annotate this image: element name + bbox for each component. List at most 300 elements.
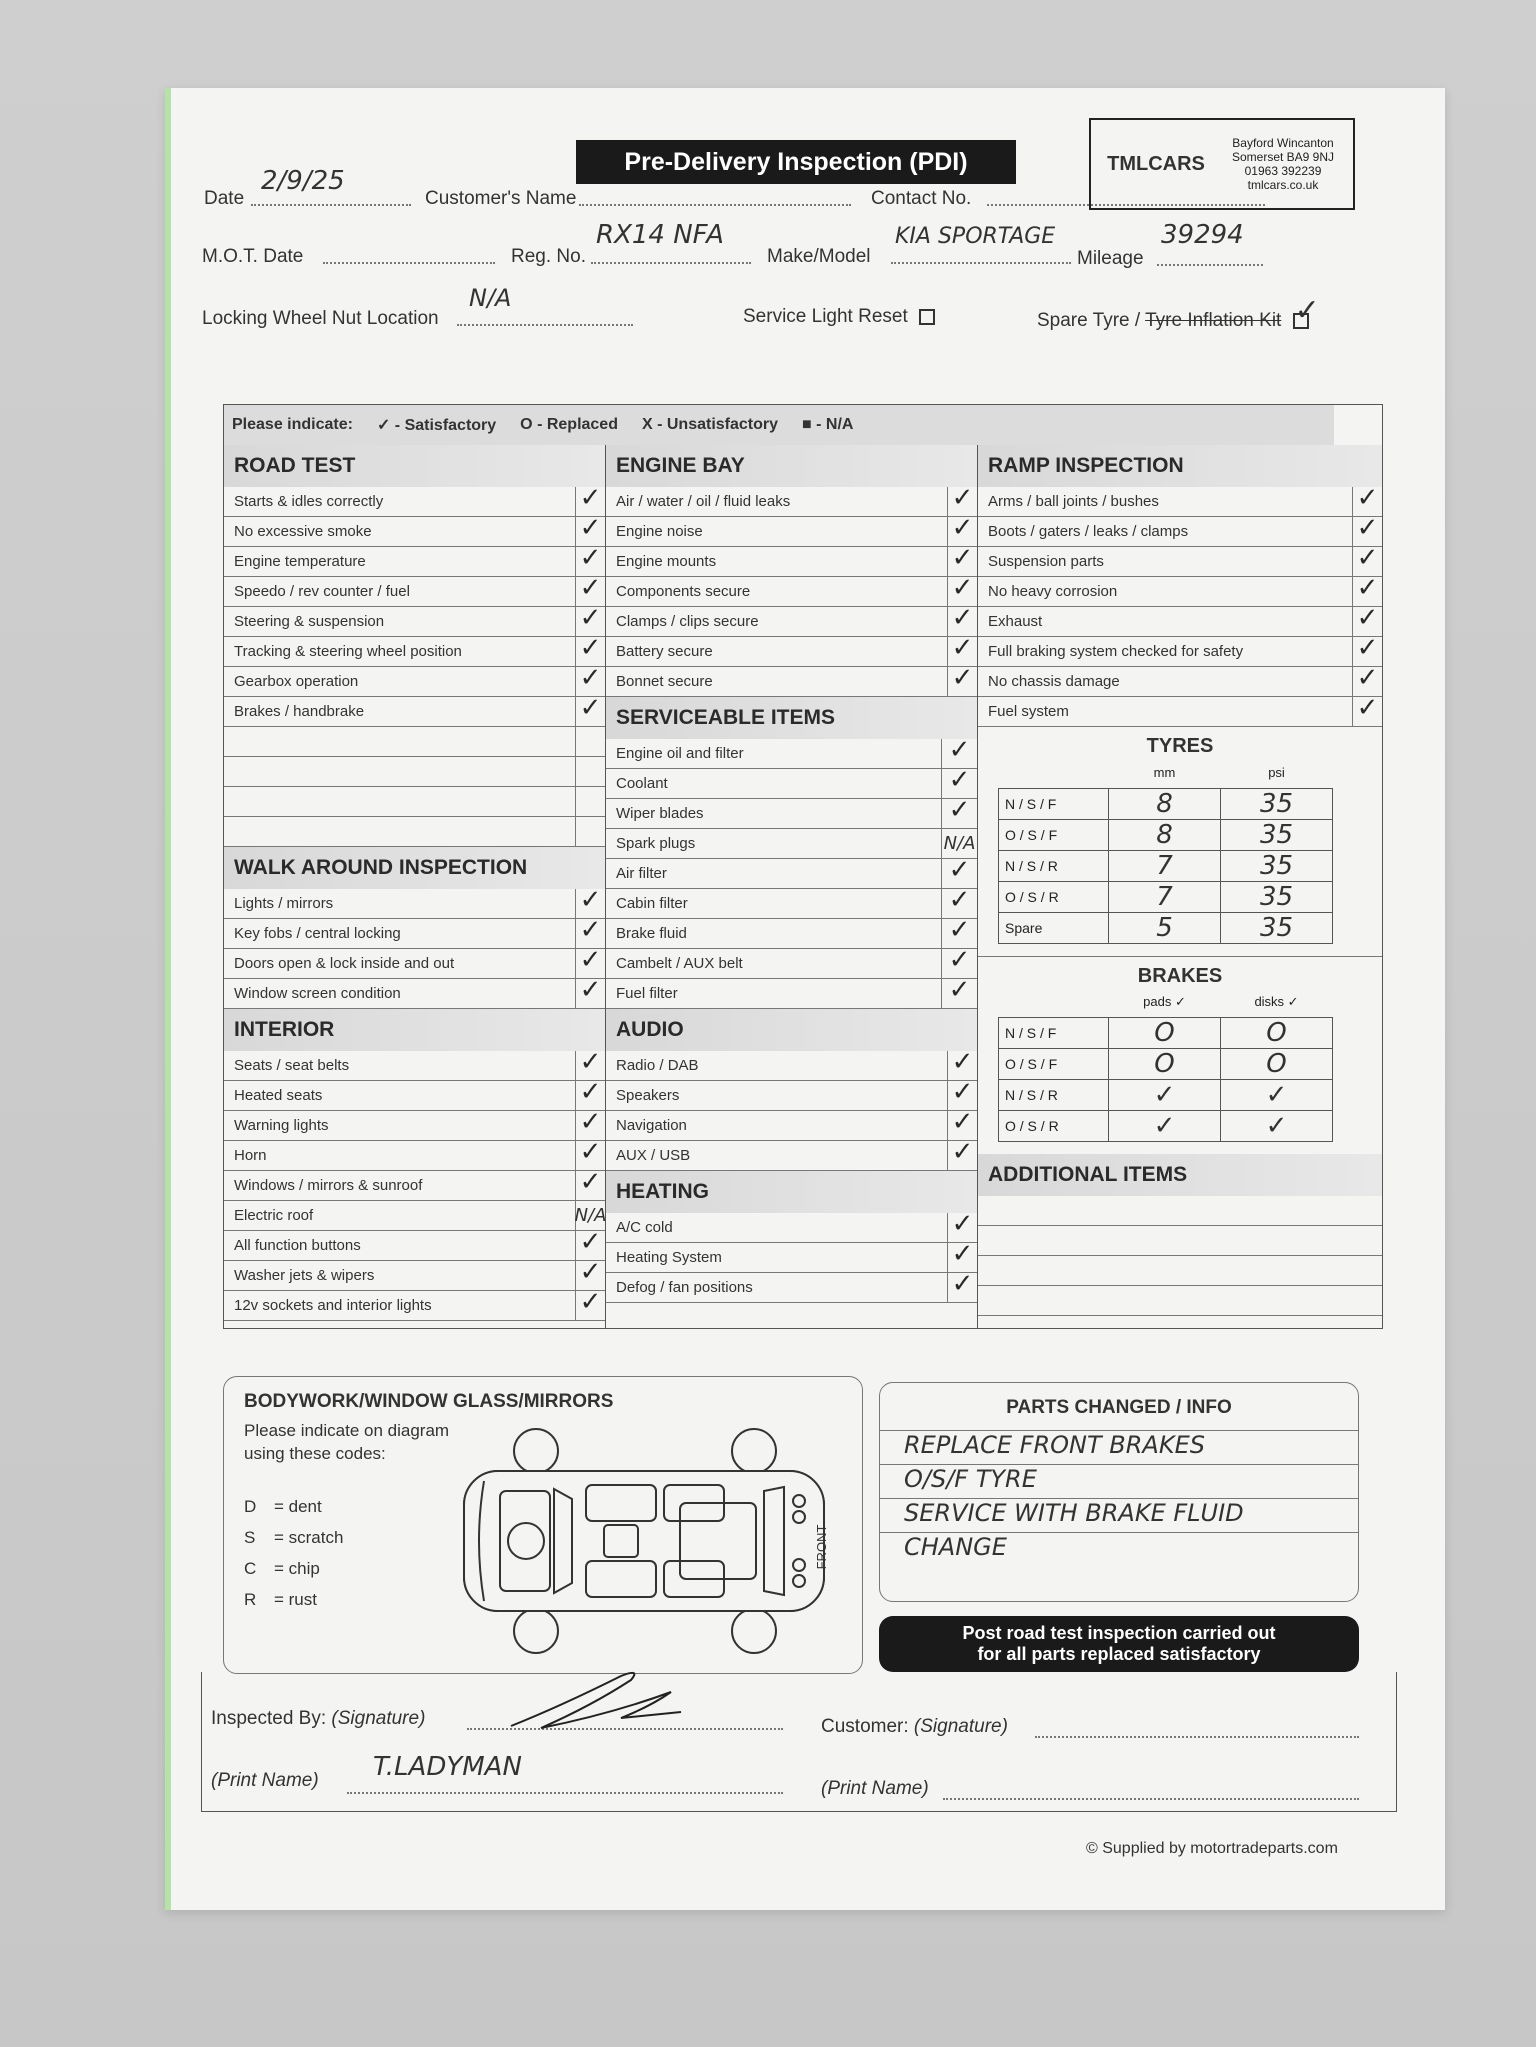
code-rust [244, 1590, 343, 1621]
checklist-mark: ✓ [579, 602, 602, 633]
tyres-mm-header: mm [1153, 765, 1176, 781]
bodywork-heading: BODYWORK/WINDOW GLASS/MIRRORS [244, 1391, 614, 1412]
tyres-heading: TYRES [1146, 735, 1214, 757]
checklist-mark: ✓ [579, 482, 602, 513]
checklist-item-label: Heated seats [234, 1087, 323, 1104]
checklist-item-label: Spark plugs [616, 835, 696, 852]
audio-list [606, 1046, 977, 1171]
checklist-item-label: AUX / USB [616, 1147, 691, 1164]
checklist-row [606, 829, 977, 859]
brakes-pads-header: pads ✓ [1143, 994, 1186, 1010]
checklist-mark: ✓ [951, 482, 974, 513]
checklist-mark: ✓ [951, 542, 974, 573]
checklist-row [606, 602, 977, 637]
inspected-by-text: Inspected By: [211, 1708, 327, 1729]
checklist-mark: ✓ [951, 1208, 974, 1239]
logo-text: TMLCARS [1107, 152, 1205, 175]
checklist-item-label: Starts & idles correctly [234, 493, 384, 510]
checklist-item-label: Seats / seat belts [234, 1057, 350, 1074]
position-label: Spare [999, 912, 1109, 943]
checklist-mark: ✓ [1356, 632, 1379, 663]
mileage-value: 39294 [1161, 220, 1244, 250]
checklist-item-label: Components secure [616, 583, 751, 600]
code-key: C [244, 1559, 257, 1578]
make-model-label: Make/Model [767, 246, 871, 267]
checklist-row [606, 734, 977, 769]
print-name-label: (Print Name) [211, 1770, 319, 1791]
measure-value-mm[interactable]: 8 [1109, 819, 1221, 850]
inspection-grid [223, 404, 1383, 1329]
parts-line[interactable]: SERVICE WITH BRAKE FLUID [880, 1499, 1358, 1533]
checklist-mark: ✓ [951, 1268, 974, 1299]
checklist-row [224, 692, 605, 727]
spare-tyre-checkbox[interactable] [1293, 292, 1320, 329]
post-road-test-banner [879, 1616, 1359, 1672]
checklist-mark: ✓ [579, 884, 602, 915]
column-left [224, 445, 606, 1328]
code-scratch [244, 1528, 343, 1559]
checklist-row [606, 1076, 977, 1111]
checklist-mark: ✓ [951, 1136, 974, 1167]
ramp-heading: RAMP INSPECTION [978, 445, 1382, 487]
checklist-mark: ✓ [579, 542, 602, 573]
customer-signature-label [821, 1716, 1008, 1738]
checklist-mark: ✓ [579, 974, 602, 1005]
customer-name-field[interactable] [579, 186, 851, 206]
measure-value-pads[interactable]: O [1109, 1018, 1221, 1049]
inspector-print-label [211, 1770, 319, 1792]
checklist-row [606, 914, 977, 949]
road-test-list [224, 482, 605, 847]
service-light-text: Service Light Reset [743, 306, 908, 327]
checklist-row [978, 602, 1382, 637]
checklist-item-label: Wiper blades [616, 805, 704, 822]
measure-row [999, 819, 1333, 850]
checklist-mark: ✓ [948, 764, 971, 795]
checklist-row [606, 854, 977, 889]
checklist-mark: ✓ [951, 1046, 974, 1077]
checklist-row [224, 884, 605, 919]
checklist-mark: ✓ [579, 692, 602, 723]
checklist-row [978, 482, 1382, 517]
heating-heading: HEATING [606, 1171, 977, 1213]
checklist-mark: ✓ [948, 734, 971, 765]
checklist-item-label: Engine oil and filter [616, 745, 744, 762]
heating-list [606, 1208, 977, 1303]
checklist-row [224, 974, 605, 1009]
checklist-row [224, 1136, 605, 1171]
inspector-signature [501, 1666, 701, 1736]
checklist-row [224, 1226, 605, 1261]
parts-line[interactable]: O/S/F TYRE [880, 1465, 1358, 1499]
checklist-mark-box[interactable] [947, 1268, 977, 1302]
address-line: Bayford Wincanton [1232, 136, 1334, 150]
additional-item-row[interactable] [978, 1256, 1382, 1286]
checklist-row [224, 1076, 605, 1111]
spare-tyre-text: Spare Tyre / [1037, 310, 1141, 331]
measure-value-psi[interactable]: 35 [1221, 788, 1333, 819]
service-light-label [743, 306, 935, 328]
legend-na: ■ - N/A [802, 416, 854, 433]
checklist-row [224, 1286, 605, 1321]
checklist-item-label: No excessive smoke [234, 523, 372, 540]
customer-print-field[interactable] [943, 1780, 1359, 1800]
checklist-item-label: Warning lights [234, 1117, 329, 1134]
checklist-item-label: Washer jets & wipers [234, 1267, 375, 1284]
legend-replaced: O - Replaced [520, 416, 618, 433]
checklist-item-label: 12v sockets and interior lights [234, 1297, 432, 1314]
column-middle [606, 445, 978, 1328]
interior-list [224, 1046, 607, 1321]
checklist-mark-box[interactable] [575, 974, 605, 1008]
measure-value-psi[interactable]: 35 [1221, 881, 1333, 912]
parts-line[interactable]: REPLACE FRONT BRAKES [880, 1431, 1358, 1465]
front-label: FRONT [814, 1524, 829, 1570]
checklist-row [606, 884, 977, 919]
checklist-row [606, 1106, 977, 1141]
checklist-item-label: Lights / mirrors [234, 895, 334, 912]
dealer-address [1221, 136, 1345, 192]
code-dent [244, 1497, 343, 1528]
checklist-item-label: Electric roof [234, 1207, 314, 1224]
code-value: = chip [274, 1559, 320, 1578]
position-label: N / S / R [999, 1080, 1109, 1111]
measure-value-mm[interactable]: 7 [1109, 881, 1221, 912]
date-label: Date [204, 188, 245, 209]
checklist-mark: ✓ [951, 572, 974, 603]
checklist-item-label: Coolant [616, 775, 668, 792]
code-value: = rust [274, 1590, 317, 1609]
measure-value-disks[interactable]: ✓ [1221, 1080, 1333, 1111]
checklist-mark-box[interactable] [575, 1166, 605, 1200]
road-test-heading: ROAD TEST [224, 445, 605, 487]
print-name-label: (Print Name) [821, 1778, 929, 1799]
checklist-row [224, 757, 605, 787]
checklist-row [224, 602, 605, 637]
checklist-row [224, 817, 605, 847]
additional-item-row[interactable] [978, 1286, 1382, 1316]
additional-item-row[interactable] [978, 1226, 1382, 1256]
measure-row [999, 912, 1333, 943]
checklist-mark-box[interactable] [1352, 692, 1382, 726]
mileage-label: Mileage [1077, 248, 1144, 269]
checklist-row [606, 542, 977, 577]
checklist-item-label: Brakes / handbrake [234, 703, 365, 720]
checklist-mark: ✓ [579, 1226, 602, 1257]
bodywork-instruction-1: Please indicate on diagram [244, 1421, 450, 1440]
measure-row [999, 1080, 1333, 1111]
checklist-mark: ✓ [1356, 482, 1379, 513]
checklist-row [606, 662, 977, 697]
checklist-item-label: Key fobs / central locking [234, 925, 401, 942]
damage-codes [244, 1497, 343, 1621]
contact-field[interactable] [987, 186, 1265, 206]
checklist-item-label: Fuel system [988, 703, 1069, 720]
checklist-item-label: All function buttons [234, 1237, 361, 1254]
interior-heading: INTERIOR [224, 1009, 605, 1051]
engine-bay-heading: ENGINE BAY [606, 445, 977, 487]
tyres-table [998, 758, 1333, 944]
checklist-item-label: Speakers [616, 1087, 680, 1104]
bodywork-instruction-2: using these codes: [244, 1444, 386, 1463]
checklist-row [606, 512, 977, 547]
checklist-row [224, 662, 605, 697]
checklist-row [606, 1136, 977, 1171]
checklist-mark: ✓ [579, 632, 602, 663]
reg-no-label: Reg. No. [511, 246, 586, 267]
legend-unsatisfactory: X - Unsatisfactory [641, 416, 779, 433]
checklist-item-label: Speedo / rev counter / fuel [234, 583, 410, 600]
contact-label: Contact No. [871, 188, 972, 209]
position-label: O / S / R [999, 1111, 1109, 1142]
checklist-row [978, 662, 1382, 697]
checklist-row [224, 1046, 605, 1081]
code-value: = scratch [274, 1528, 344, 1547]
checklist-row [224, 787, 605, 817]
checklist-mark: ✓ [951, 1106, 974, 1137]
code-key: S [244, 1528, 256, 1547]
checklist-mark: ✓ [948, 974, 971, 1005]
checklist-item-label: Bonnet secure [616, 673, 713, 690]
checklist-mark: ✓ [579, 1136, 602, 1167]
checklist-row [606, 1046, 977, 1081]
checklist-mark-box[interactable] [575, 692, 605, 726]
address-line: 01963 392239 [1244, 164, 1322, 178]
checklist-mark: ✓ [579, 662, 602, 693]
checklist-item-label: Engine temperature [234, 553, 366, 570]
checklist-row [224, 632, 605, 667]
checklist-row [224, 1106, 605, 1141]
measure-value-pads[interactable]: ✓ [1109, 1080, 1221, 1111]
post-road-test-line-2: for all parts replaced satisfactory [977, 1644, 1261, 1664]
date-value: 2/9/25 [261, 166, 345, 196]
checklist-mark: ✓ [948, 854, 971, 885]
checklist-mark: ✓ [579, 1076, 602, 1107]
checklist-mark: ✓ [579, 944, 602, 975]
additional-items-heading: ADDITIONAL ITEMS [978, 1154, 1382, 1196]
checklist-item-label: Full braking system checked for safety [988, 643, 1244, 660]
checklist-mark: ✓ [1356, 662, 1379, 693]
checklist-mark-box[interactable] [575, 727, 605, 756]
checklist-mark-box[interactable] [575, 817, 605, 846]
checklist-item-label: No chassis damage [988, 673, 1120, 690]
checklist-item-label: Air / water / oil / fluid leaks [616, 493, 791, 510]
code-key: R [244, 1590, 257, 1609]
measure-value-disks[interactable]: ✓ [1221, 1111, 1333, 1142]
checklist-item-label: Defog / fan positions [616, 1279, 753, 1296]
checklist-item-label: Exhaust [988, 613, 1043, 630]
checklist-row [606, 764, 977, 799]
position-label: O / S / F [999, 819, 1109, 850]
checklist-row [224, 1201, 605, 1231]
checklist-item-label: Tracking & steering wheel position [234, 643, 462, 660]
checklist-item-label: Cambelt / AUX belt [616, 955, 743, 972]
checklist-row [224, 482, 605, 517]
signature-label: (Signature) [913, 1716, 1008, 1737]
inspected-by-label [211, 1708, 425, 1730]
checklist-mark: ✓ [948, 914, 971, 945]
checklist-row [606, 572, 977, 607]
checklist-mark: ✓ [951, 1238, 974, 1269]
checklist-item-label: Horn [234, 1147, 267, 1164]
checklist-row [978, 632, 1382, 667]
signature-label: (Signature) [331, 1708, 426, 1729]
measure-value-disks[interactable]: O [1221, 1049, 1333, 1080]
customer-signature-field[interactable] [1035, 1718, 1359, 1738]
parts-line[interactable]: CHANGE [904, 1533, 1007, 1561]
position-label: N / S / R [999, 850, 1109, 881]
checklist-mark: ✓ [951, 512, 974, 543]
measure-value-psi[interactable]: 35 [1221, 912, 1333, 943]
checklist-mark: ✓ [1356, 512, 1379, 543]
checklist-item-label: Battery secure [616, 643, 713, 660]
checklist-row [224, 914, 605, 949]
measure-value-mm[interactable]: 5 [1109, 912, 1221, 943]
checklist-item-label: Boots / gaters / leaks / clamps [988, 523, 1189, 540]
checklist-item-label: Air filter [616, 865, 667, 882]
legend-satisfactory: ✓ - Satisfactory [376, 417, 497, 434]
ramp-list [978, 482, 1382, 727]
checklist-item-label: Brake fluid [616, 925, 687, 942]
service-light-checkbox[interactable] [919, 309, 935, 325]
measure-value-pads[interactable]: ✓ [1109, 1111, 1221, 1142]
measure-row [999, 881, 1333, 912]
spare-tyre-label [1037, 292, 1320, 332]
checklist-row [224, 944, 605, 979]
checklist-mark-box[interactable] [941, 794, 977, 828]
wheel-nut-label: Locking Wheel Nut Location [202, 308, 439, 329]
checklist-row [978, 542, 1382, 577]
post-road-test-line-1: Post road test inspection carried out [962, 1623, 1276, 1643]
code-key: D [244, 1497, 257, 1516]
checklist-item-label: Fuel filter [616, 985, 678, 1002]
brakes-heading: BRAKES [978, 956, 1382, 988]
checklist-row [606, 482, 977, 517]
checklist-item-label: Engine mounts [616, 553, 717, 570]
checklist-item-label: Clamps / clips secure [616, 613, 759, 630]
checklist-row [606, 1238, 977, 1273]
measure-value-psi[interactable]: 35 [1221, 819, 1333, 850]
walk-around-heading: WALK AROUND INSPECTION [224, 847, 605, 889]
mot-date-label: M.O.T. Date [202, 246, 304, 267]
bodywork-panel [223, 1376, 863, 1674]
measure-row [999, 1049, 1333, 1080]
measure-value-mm[interactable]: 7 [1109, 850, 1221, 881]
checklist-mark: ✓ [579, 572, 602, 603]
checklist-row [978, 692, 1382, 727]
checklist-mark-box[interactable] [575, 787, 605, 816]
measure-row [999, 788, 1333, 819]
checklist-item-label: Gearbox operation [234, 673, 359, 690]
measure-row [999, 1111, 1333, 1142]
parts-changed-heading: PARTS CHANGED / INFO [880, 1383, 1358, 1431]
checklist-row [606, 1208, 977, 1243]
code-chip [244, 1559, 343, 1590]
legend-bar [224, 405, 1334, 445]
checklist-mark: ✓ [579, 1256, 602, 1287]
checklist-mark: ✓ [951, 632, 974, 663]
checklist-mark-box[interactable] [575, 1286, 605, 1320]
checklist-mark: ✓ [1356, 692, 1379, 723]
checklist-item-label: Window screen condition [234, 985, 401, 1002]
legend-prefix: Please indicate: [232, 416, 353, 433]
checklist-row [224, 542, 605, 577]
checklist-row [978, 512, 1382, 547]
checklist-item-label: Doors open & lock inside and out [234, 955, 455, 972]
measure-value-pads[interactable]: O [1109, 1049, 1221, 1080]
checklist-item-label: No heavy corrosion [988, 583, 1118, 600]
spare-tyre-tick: ✓ [1294, 292, 1320, 328]
measure-row [999, 1018, 1333, 1049]
car-diagram[interactable] [454, 1421, 834, 1661]
position-label: O / S / F [999, 1049, 1109, 1080]
customer-print-label [821, 1778, 929, 1800]
code-value: = dent [274, 1497, 322, 1516]
mot-date-field[interactable] [323, 244, 495, 264]
checklist-item-label: Engine noise [616, 523, 703, 540]
checklist-mark: ✓ [579, 1106, 602, 1137]
checklist-row [224, 1256, 605, 1291]
make-model-value: KIA SPORTAGE [895, 224, 1056, 249]
checklist-mark: ✓ [948, 944, 971, 975]
address-line: Somerset BA9 9NJ [1231, 150, 1335, 164]
checklist-row [606, 794, 977, 829]
checklist-item-label: Cabin filter [616, 895, 688, 912]
pdi-sheet [165, 88, 1445, 1910]
checklist-row [606, 944, 977, 979]
engine-bay-list [606, 482, 977, 697]
checklist-row [224, 572, 605, 607]
position-label: N / S / F [999, 788, 1109, 819]
checklist-mark: ✓ [579, 914, 602, 945]
checklist-mark: ✓ [948, 794, 971, 825]
checklist-mark: ✓ [579, 1166, 602, 1197]
checklist-mark: ✓ [951, 1076, 974, 1107]
checklist-mark-box[interactable] [947, 662, 977, 696]
checklist-item-label: Navigation [616, 1117, 687, 1134]
inspector-print-value: T.LADYMAN [373, 1752, 522, 1782]
checklist-item-label: Arms / ball joints / bushes [988, 493, 1159, 510]
checklist-mark: N/A [943, 833, 976, 854]
position-label: O / S / R [999, 881, 1109, 912]
serviceable-heading: SERVICEABLE ITEMS [606, 697, 977, 739]
checklist-row [224, 512, 605, 547]
checklist-mark: ✓ [579, 1286, 602, 1317]
measure-value-disks[interactable]: O [1221, 1018, 1333, 1049]
customer-text: Customer: [821, 1716, 909, 1737]
measure-value-mm[interactable]: 8 [1109, 788, 1221, 819]
checklist-item-label: Radio / DAB [616, 1057, 699, 1074]
checklist-item-label: Heating System [616, 1249, 722, 1266]
checklist-mark-box[interactable] [941, 974, 977, 1008]
checklist-mark-box[interactable] [947, 1136, 977, 1170]
checklist-mark: ✓ [1356, 572, 1379, 603]
checklist-mark-box[interactable] [575, 757, 605, 786]
checklist-item-label: Windows / mirrors & sunroof [234, 1177, 423, 1194]
additional-item-row[interactable] [978, 1196, 1382, 1226]
checklist-row [606, 632, 977, 667]
walk-around-list [224, 884, 605, 1009]
measure-row [999, 850, 1333, 881]
brakes-disks-header: disks ✓ [1254, 994, 1299, 1010]
position-label: N / S / F [999, 1018, 1109, 1049]
column-right [978, 445, 1382, 1328]
checklist-mark: ✓ [1356, 542, 1379, 573]
checklist-item-label: A/C cold [616, 1219, 673, 1236]
customer-name-label: Customer's Name [425, 188, 577, 209]
measure-value-psi[interactable]: 35 [1221, 850, 1333, 881]
checklist-mark: ✓ [951, 662, 974, 693]
